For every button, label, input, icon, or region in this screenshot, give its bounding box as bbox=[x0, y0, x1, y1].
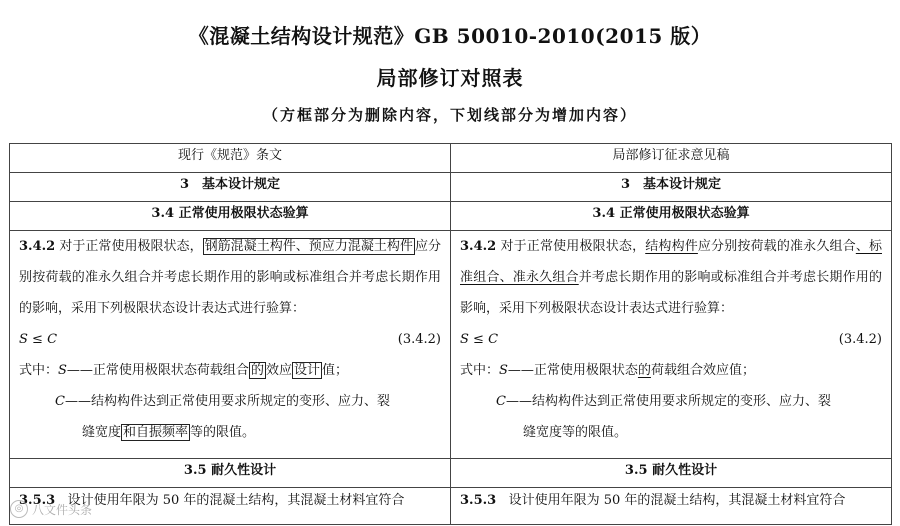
symbol-c: C bbox=[55, 394, 65, 409]
symbol-s: S bbox=[499, 363, 508, 378]
left-text: 等的限值。 bbox=[190, 425, 256, 440]
left-bottom-clause-number: 3.5.3 bbox=[19, 493, 56, 508]
right-text: ——正常使用极限状态 bbox=[507, 363, 638, 378]
right-clause-cell bbox=[451, 231, 892, 459]
right-clause-paragraph bbox=[460, 231, 882, 324]
right-column-header: 局部修订征求意见稿 bbox=[451, 144, 892, 173]
clause-row bbox=[10, 231, 892, 459]
where-prefix: 式中： bbox=[19, 363, 59, 378]
right-text: 荷载组合效应值； bbox=[650, 363, 755, 378]
right-clause-number: 3.4.2 bbox=[460, 239, 497, 254]
left-section2-heading: 3.5 耐久性设计 bbox=[10, 459, 451, 488]
right-text: 应分别按荷载的准永久组合 bbox=[697, 239, 856, 254]
comparison-table bbox=[9, 143, 892, 525]
deleted-text-box: 钢筋混凝土构件、预应力混凝土构件 bbox=[204, 239, 413, 254]
right-text: 并考虑长期作用的影响或标准组合并考虑长期作用的影响，采用下列极限状态设计表达式进行验算： bbox=[460, 270, 882, 316]
right-text: ——结构构件达到正常使用要求所规定的变形、应力、裂 bbox=[505, 394, 831, 409]
deleted-text-box: 的 bbox=[250, 363, 264, 378]
right-text: 缝宽度等的限值。 bbox=[523, 425, 628, 440]
left-where-c-cont bbox=[19, 417, 441, 448]
left-text: ——正常使用极限状态荷载组合 bbox=[66, 363, 249, 378]
right-bottom-cell bbox=[451, 488, 892, 525]
right-where-c-cont bbox=[460, 417, 882, 448]
right-where-s bbox=[460, 355, 882, 386]
watermark bbox=[10, 500, 92, 518]
left-text: 效应 bbox=[265, 363, 292, 378]
right-formula bbox=[460, 324, 882, 355]
right-section2-heading: 3.5 耐久性设计 bbox=[451, 459, 892, 488]
formula-number: (3.4.2) bbox=[397, 332, 441, 347]
deleted-text-box: 和自振频率 bbox=[123, 425, 189, 440]
formula-expression: S ≤ C bbox=[19, 332, 58, 347]
left-text: 应分别按荷载的准永久组合并考虑长期作用的影响或标准组合并考虑长期作用的影响，采用下列极限状态设计表达式进行验算： bbox=[19, 239, 441, 316]
added-text-underline: 的 bbox=[637, 363, 651, 378]
right-where-c bbox=[460, 386, 882, 417]
formula-number: (3.4.2) bbox=[838, 332, 882, 347]
left-text: 缝宽度 bbox=[82, 425, 122, 440]
legend-note: （方框部分为删除内容，下划线部分为增加内容） bbox=[262, 106, 637, 124]
chapter-row bbox=[10, 173, 892, 202]
formula-expression: S ≤ C bbox=[460, 332, 499, 347]
added-text-underline: 、标准组合、准永久组合 bbox=[460, 239, 882, 285]
right-section-heading: 3.4 正常使用极限状态验算 bbox=[451, 202, 892, 231]
left-clause-number: 3.4.2 bbox=[19, 239, 56, 254]
left-clause-cell bbox=[10, 231, 451, 459]
deleted-text-box: 设计 bbox=[293, 363, 320, 378]
left-text: 值； bbox=[321, 363, 348, 378]
left-where-s bbox=[19, 355, 441, 386]
watermark-logo-icon: ◎ bbox=[10, 500, 28, 518]
added-text-underline: 结构构件 bbox=[645, 239, 698, 254]
symbol-c: C bbox=[496, 394, 506, 409]
left-section-heading: 3.4 正常使用极限状态验算 bbox=[10, 202, 451, 231]
right-text: 设计使用年限为 50 年的混凝土结构，其混凝土材料宜符合 bbox=[508, 493, 846, 508]
right-bottom-clause-number: 3.5.3 bbox=[460, 493, 497, 508]
right-text: 对于正常使用极限状态， bbox=[496, 239, 646, 254]
left-text: 设计使用年限为 50 年的混凝土结构，其混凝土材料宜符合 bbox=[67, 493, 405, 508]
left-text: ——结构构件达到正常使用要求所规定的变形、应力、裂 bbox=[64, 394, 390, 409]
left-text: 对于正常使用极限状态， bbox=[55, 239, 203, 254]
where-prefix: 式中： bbox=[460, 363, 500, 378]
section-row bbox=[10, 202, 892, 231]
left-where-c bbox=[19, 386, 441, 417]
left-chapter-heading: 3 基本设计规定 bbox=[10, 173, 451, 202]
right-chapter-heading: 3 基本设计规定 bbox=[451, 173, 892, 202]
document-subtitle: 局部修订对照表 bbox=[376, 66, 524, 90]
document-title: 《混凝土结构设计规范》GB 50010-2010(2015 版） bbox=[188, 24, 712, 48]
watermark-text: 八文件头条 bbox=[32, 502, 93, 517]
left-column-header: 现行《规范》条文 bbox=[10, 144, 451, 173]
header-row bbox=[10, 144, 892, 173]
bottom-clause-row bbox=[10, 488, 892, 525]
left-clause-paragraph bbox=[19, 231, 441, 324]
left-formula bbox=[19, 324, 441, 355]
symbol-s: S bbox=[58, 363, 67, 378]
section2-row bbox=[10, 459, 892, 488]
